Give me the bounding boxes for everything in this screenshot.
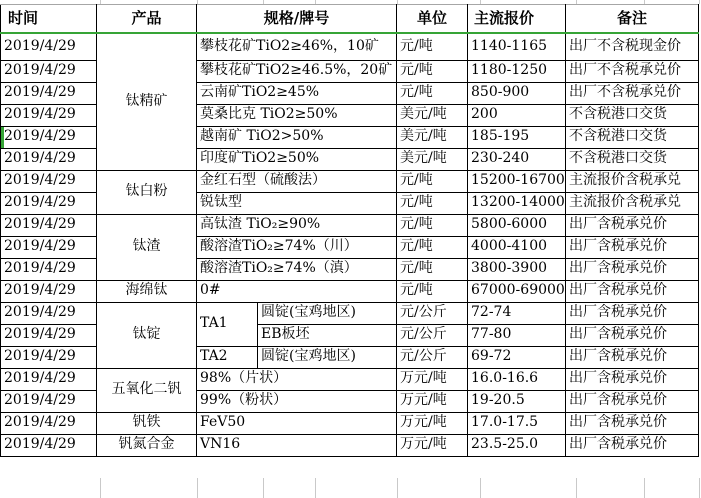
cell-date[interactable]: 2019/4/29: [1, 280, 97, 302]
cell-note[interactable]: 出厂含税承兑价: [566, 390, 699, 412]
cell-unit[interactable]: 元/吨: [397, 258, 468, 280]
cell-spec[interactable]: 98%（片状）: [197, 368, 397, 390]
cell-product[interactable]: 五氧化二钒: [97, 368, 197, 412]
cell-note[interactable]: 出厂不含税现金价: [566, 33, 699, 60]
cell-unit[interactable]: 元/公斤: [397, 324, 468, 346]
table-row: [1, 280, 699, 302]
header-row: [1, 5, 699, 34]
cell-note[interactable]: 出厂含税承兑价: [566, 214, 699, 236]
cell-note[interactable]: 出厂含税承兑价: [566, 258, 699, 280]
header-time[interactable]: 时间: [1, 5, 97, 34]
cell-unit[interactable]: 万元/吨: [397, 412, 468, 434]
cell-spec[interactable]: VN16: [197, 434, 397, 456]
cell-product[interactable]: 钛渣: [97, 214, 197, 280]
cell-note[interactable]: 出厂含税承兑价: [566, 346, 699, 368]
cell-price[interactable]: 3800-3900: [468, 258, 566, 280]
cell-note[interactable]: 出厂含税承兑价: [566, 412, 699, 434]
cell-spec[interactable]: 高钛渣 TiO₂≥90%: [197, 214, 397, 236]
cell-date[interactable]: 2019/4/29: [1, 104, 97, 126]
cell-spec[interactable]: 攀枝花矿TiO2≥46.5%，20矿: [197, 60, 397, 82]
cell-date[interactable]: 2019/4/29: [1, 258, 97, 280]
table-row: [1, 412, 699, 434]
table-row: [1, 214, 699, 236]
cell-price[interactable]: 17.0-17.5: [468, 412, 566, 434]
table-row: [1, 434, 699, 456]
cell-unit[interactable]: 美元/吨: [397, 126, 468, 148]
cell-price[interactable]: 77-80: [468, 324, 566, 346]
header-product[interactable]: 产品: [97, 5, 197, 34]
table-row: [1, 368, 699, 390]
cell-date[interactable]: 2019/4/29: [1, 302, 97, 324]
cell-unit[interactable]: 元/吨: [397, 192, 468, 214]
cell-price[interactable]: 67000-69000: [468, 280, 566, 302]
cell-product[interactable]: 海绵钛: [97, 280, 197, 302]
cell-note[interactable]: 主流报价含税承兑: [566, 170, 699, 192]
cell-date[interactable]: 2019/4/29: [1, 412, 97, 434]
cell-unit[interactable]: 元/吨: [397, 236, 468, 258]
table-row: [1, 170, 699, 192]
cell-date[interactable]: 2019/4/29: [1, 368, 97, 390]
cell-price[interactable]: 1180-1250: [468, 60, 566, 82]
cell-date[interactable]: 2019/4/29: [1, 346, 97, 368]
table-row: [1, 33, 699, 60]
cell-price[interactable]: 69-72: [468, 346, 566, 368]
cell-spec[interactable]: 酸溶渣TiO₂≥74%（川）: [197, 236, 397, 258]
cell-price[interactable]: 72-74: [468, 302, 566, 324]
cell-note[interactable]: 出厂含税承兑价: [566, 368, 699, 390]
cell-spec[interactable]: 圆锭(宝鸡地区): [258, 346, 397, 368]
cell-unit[interactable]: 万元/吨: [397, 368, 468, 390]
cell-product[interactable]: 钛锭: [97, 302, 197, 368]
cell-date[interactable]: 2019/4/29: [1, 434, 97, 456]
cell-spec[interactable]: FeV50: [197, 412, 397, 434]
cell-product[interactable]: 钒铁: [97, 412, 197, 434]
cell-price[interactable]: 1140-1165: [468, 33, 566, 60]
cell-price[interactable]: 850-900: [468, 82, 566, 104]
cell-date[interactable]: 2019/4/29: [1, 170, 97, 192]
cell-note[interactable]: 出厂含税承兑价: [566, 280, 699, 302]
cell-price[interactable]: 185-195: [468, 126, 566, 148]
cell-price[interactable]: 5800-6000: [468, 214, 566, 236]
cell-unit[interactable]: 元/吨: [397, 170, 468, 192]
cell-date[interactable]: 2019/4/29: [1, 33, 97, 60]
cell-price[interactable]: 13200-14000: [468, 192, 566, 214]
cell-note[interactable]: 出厂含税承兑价: [566, 236, 699, 258]
cell-spec[interactable]: 0#: [197, 280, 397, 302]
header-unit[interactable]: 单位: [397, 5, 468, 34]
cell-note[interactable]: 出厂不含税承兑价: [566, 60, 699, 82]
cell-product[interactable]: 钒氮合金: [97, 434, 197, 456]
cell-price[interactable]: 16.0-16.6: [468, 368, 566, 390]
header-spec[interactable]: 规格/牌号: [197, 5, 397, 34]
cell-unit[interactable]: 元/吨: [397, 214, 468, 236]
cell-date[interactable]: 2019/4/29: [1, 390, 97, 412]
cell-unit[interactable]: 万元/吨: [397, 434, 468, 456]
cell-unit[interactable]: 元/公斤: [397, 346, 468, 368]
header-price[interactable]: 主流报价: [468, 5, 566, 34]
cell-note[interactable]: 不含税港口交货: [566, 148, 699, 170]
cell-unit[interactable]: 美元/吨: [397, 104, 468, 126]
cell-price[interactable]: 200: [468, 104, 566, 126]
cell-date-selected[interactable]: 2019/4/29: [1, 126, 97, 148]
table-row: [1, 302, 699, 324]
cell-grade[interactable]: TA2: [197, 346, 258, 368]
cell-note[interactable]: 出厂含税承兑价: [566, 302, 699, 324]
cell-unit[interactable]: 元/公斤: [397, 302, 468, 324]
cell-grade[interactable]: TA1: [197, 302, 258, 346]
cell-unit[interactable]: 元/吨: [397, 60, 468, 82]
cell-spec[interactable]: 越南矿 TiO2>50%: [197, 126, 397, 148]
cell-price[interactable]: 230-240: [468, 148, 566, 170]
cell-product[interactable]: 钛精矿: [97, 33, 197, 170]
cell-price[interactable]: 4000-4100: [468, 236, 566, 258]
cell-date[interactable]: 2019/4/29: [1, 324, 97, 346]
cell-spec[interactable]: EB板坯: [258, 324, 397, 346]
cell-date[interactable]: 2019/4/29: [1, 236, 97, 258]
cell-spec[interactable]: 99%（粉状）: [197, 390, 397, 412]
cell-price[interactable]: 15200-16700: [468, 170, 566, 192]
cell-spec[interactable]: 锐钛型: [197, 192, 397, 214]
cell-note[interactable]: 出厂不含税承兑价: [566, 82, 699, 104]
cell-spec[interactable]: 金红石型（硫酸法）: [197, 170, 397, 192]
cell-date[interactable]: 2019/4/29: [1, 214, 97, 236]
cell-date[interactable]: 2019/4/29: [1, 60, 97, 82]
sheet-gridlines-bottom: [0, 478, 701, 498]
cell-product[interactable]: 钛白粉: [97, 170, 197, 214]
cell-spec[interactable]: 莫桑比克 TiO2≥50%: [197, 104, 397, 126]
cell-note[interactable]: 主流报价含税承兑: [566, 192, 699, 214]
cell-unit[interactable]: 万元/吨: [397, 390, 468, 412]
cell-spec[interactable]: 圆锭(宝鸡地区): [258, 302, 397, 324]
cell-date[interactable]: 2019/4/29: [1, 148, 97, 170]
price-table: [0, 4, 699, 457]
cell-note[interactable]: 不含税港口交货: [566, 126, 699, 148]
cell-unit[interactable]: 美元/吨: [397, 148, 468, 170]
cell-unit[interactable]: 元/吨: [397, 82, 468, 104]
cell-price[interactable]: 23.5-25.0: [468, 434, 566, 456]
header-note[interactable]: 备注: [566, 5, 699, 34]
cell-spec[interactable]: 印度矿TiO2≥50%: [197, 148, 397, 170]
cell-note[interactable]: 出厂含税承兑价: [566, 434, 699, 456]
cell-note[interactable]: 出厂含税承兑价: [566, 324, 699, 346]
cell-date[interactable]: 2019/4/29: [1, 82, 97, 104]
cell-unit[interactable]: 元/吨: [397, 280, 468, 302]
cell-price[interactable]: 19-20.5: [468, 390, 566, 412]
cell-unit[interactable]: 元/吨: [397, 33, 468, 60]
cell-spec[interactable]: 酸溶渣TiO₂≥74%（滇）: [197, 258, 397, 280]
cell-spec[interactable]: 攀枝花矿TiO2≥46%，10矿: [197, 33, 397, 60]
cell-spec[interactable]: 云南矿TiO2≥45%: [197, 82, 397, 104]
cell-date[interactable]: 2019/4/29: [1, 192, 97, 214]
cell-note[interactable]: 不含税港口交货: [566, 104, 699, 126]
